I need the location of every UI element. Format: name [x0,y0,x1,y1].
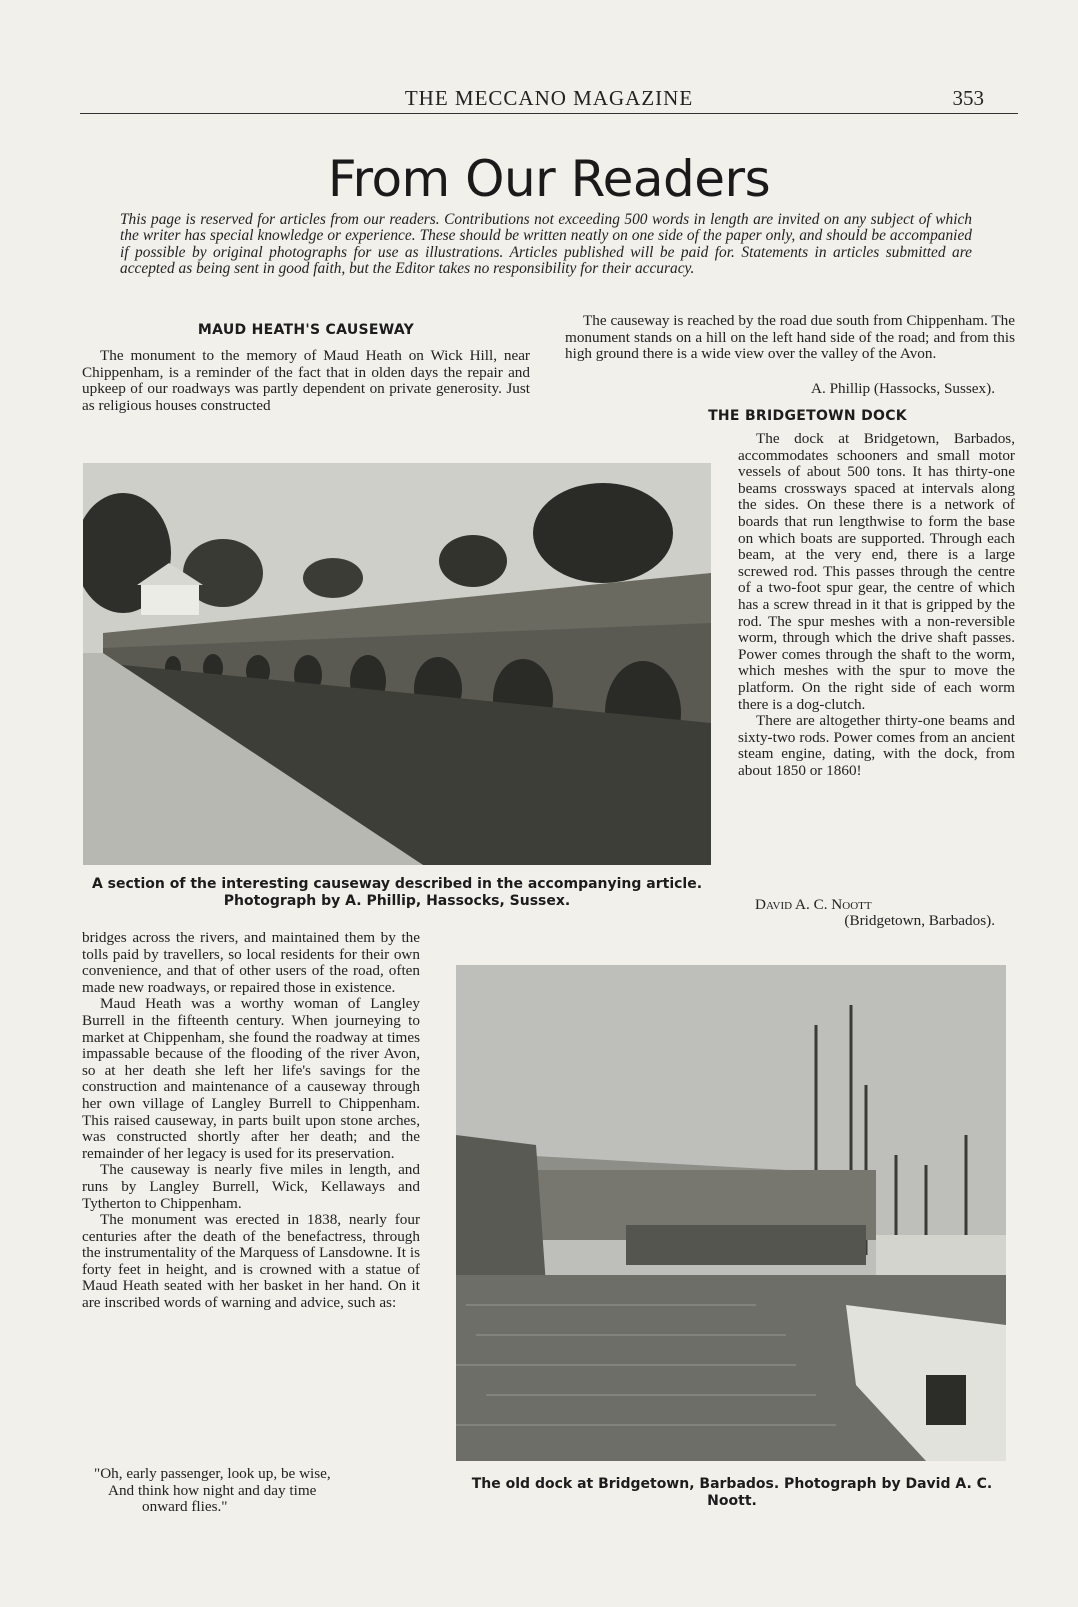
paragraph: The causeway is reached by the road due south from Chippenham. The monument stands on a hill on the left hand side of the road; and from this high ground there is a wide view over the valley of the Avon. [565,312,1015,363]
dock-photo-caption: The old dock at Bridgetown, Barbados. Photograph by David A. C. Noott. [471,1476,993,1509]
article-headline-bridgetown: THE BRIDGETOWN DOCK [708,408,907,424]
paragraph: Maud Heath was a worthy woman of Langley Burrell in the fifteenth century. When journeying to market at Chippenham, she found the roadway at times impassable because of the flooding of the river Avon, so at her death she left her life's savings for the construction and maintenance of a causeway through her own village of Langley Burrell to Chippenham. This raised causeway, in parts built upon stone arches, was constructed shortly after her death; and the remainder of her legacy is used for its preservation. [82,995,420,1162]
paragraph: There are altogether thirty-one beams and sixty-two rods. Power comes from an ancient steam engine, dating, with the dock, from about 1850 or 1860! [738,712,1015,779]
causeway-photo [83,463,711,865]
article-headline-maud-heath: MAUD HEATH'S CAUSEWAY [197,322,415,338]
caption-line: Photograph by A. Phillip, Hassocks, Sussex. [223,893,571,909]
inscription-line: "Oh, early passenger, look up, be wise, [94,1465,331,1482]
causeway-photo-illustration [83,463,711,865]
article-column-maud-heath-right [565,313,1015,363]
article-column-bridgetown [738,431,1015,779]
monument-inscription [82,1466,420,1516]
article-column-maud-heath-top [82,348,530,414]
article-author-place-bridgetown: (Bridgetown, Barbados). [844,912,995,929]
paragraph: The dock at Bridgetown, Barbados, accommodates schooners and small motor vessels of about 500 tons. It has thirty-one beams crossways spaced at intervals along the sides. On these there is a network of boards that run lengthwise to form the base on which boats are supported. Through each beam, at the very end, there is a large screwed rod. This passes through the centre of a two-foot spur gear, the centre of which has a screw thread in it that is gripped by the rod. The spur meshes with a non-reversible worm, through which the drive shaft passes. Power comes through the shaft to the worm, which meshes with the spur to move the platform. On the right side of each worm there is a dog-clutch. [738,430,1015,713]
section-title: From Our Readers [327,150,771,208]
inscription-line: And think how night and day time [108,1481,317,1499]
paragraph: bridges across the rivers, and maintained them by the tolls paid by travellers, so local residents for their own convenience, and that of other users of the road, often made new roadways, or repaired those in existence. [82,929,420,996]
magazine-name: THE MECCANO MAGAZINE [404,86,694,110]
paragraph: The monument was erected in 1838, nearly four centuries after the death of the benefactress, through the instrumentality of the Marquess of Lansdowne. It is forty feet in height, and is crowned with a statue of Maud Heath seated with her basket in her hand. On it are inscribed words of warning and advice, such as: [82,1211,420,1312]
article-author-name-bridgetown: David A. C. Noott [755,896,872,913]
article-author-maud-heath: A. Phillip (Hassocks, Sussex). [811,380,995,397]
article-column-maud-heath-bottom [82,930,420,1312]
caption-line: A section of the interesting causeway described in the accompanying article. [91,876,703,892]
dock-photo-illustration [456,965,1006,1461]
causeway-photo-caption [82,876,712,910]
running-head [80,84,1018,114]
section-intro: This page is reserved for articles from our readers. Contributions not exceeding 500 words in length are invited on any subject of which the writer has special knowledge or experience. These should be written neatly on one side of the paper only, and should be accompanied if possible by original photographs for use as illustrations. Articles published will be paid for. Statements in articles submitted are accepted as being sent in good faith, but the Editor takes no responsibility for their accuracy. [120,211,972,278]
dock-photo [456,965,1006,1461]
paragraph: The causeway is nearly five miles in length, and runs by Langley Burrell, Wick, Kellaways and Tytherton to Chippenham. [82,1161,420,1212]
inscription-line: onward flies." [142,1498,228,1516]
paragraph: The monument to the memory of Maud Heath on Wick Hill, near Chippenham, is a reminder of the fact that in olden days the repair and upkeep of our roadways was partly dependent on private generosity. Just as religious houses constructed [82,347,530,414]
page-number: 353 [952,86,984,110]
